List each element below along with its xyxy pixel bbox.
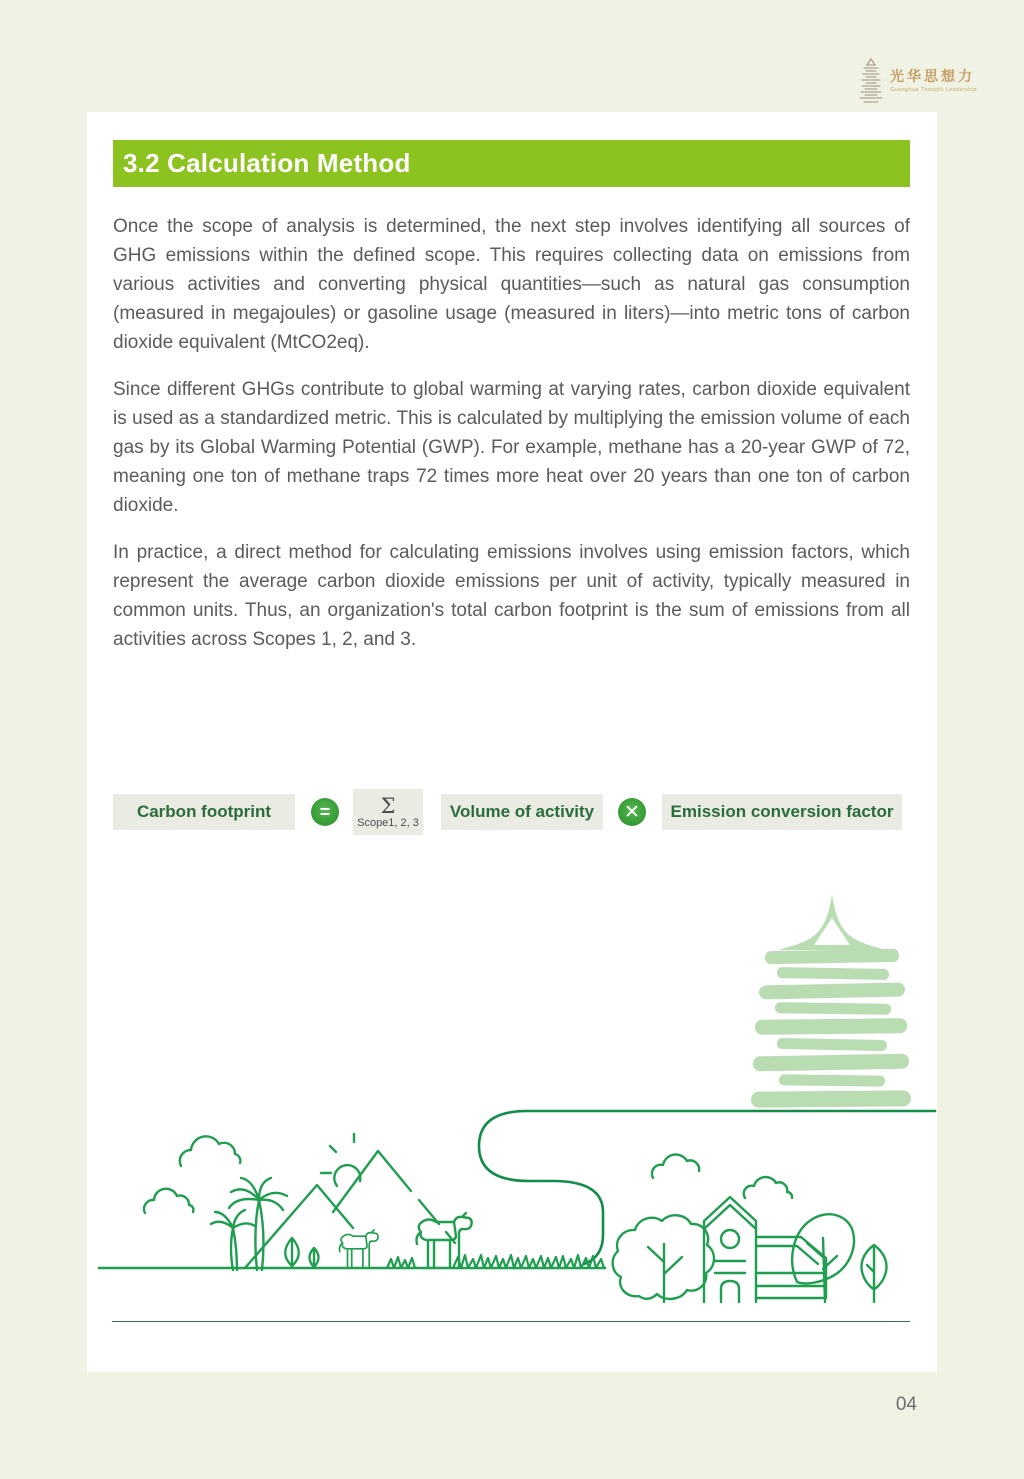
eco-illustration bbox=[87, 880, 937, 1310]
sigma-subscript: Scope1, 2, 3 bbox=[357, 817, 419, 829]
formula-sum-term bbox=[353, 789, 423, 835]
footer-divider bbox=[112, 1321, 910, 1322]
content-card bbox=[87, 112, 937, 1372]
equals-icon: = bbox=[311, 798, 339, 826]
pagoda-logo-icon bbox=[858, 58, 884, 106]
cloud-icon bbox=[144, 1136, 240, 1213]
logo-english-name: Guanghua Thought Leadership bbox=[890, 87, 977, 93]
section-header bbox=[113, 140, 910, 187]
logo bbox=[858, 58, 977, 106]
mountain-icon bbox=[245, 1151, 455, 1268]
page-number: 04 bbox=[895, 1394, 917, 1415]
small-leaf-tree-icon bbox=[861, 1245, 886, 1302]
bushy-tree-icon bbox=[613, 1215, 714, 1302]
formula-term-emission-conversion-factor: Emission conversion factor bbox=[662, 794, 902, 830]
formula-term-volume-of-activity: Volume of activity bbox=[441, 794, 603, 830]
leaf-tree-icon bbox=[792, 1214, 854, 1302]
pagoda-illustration bbox=[751, 894, 911, 1108]
small-tree-icon bbox=[285, 1238, 318, 1268]
section-title: 3.2 Calculation Method bbox=[123, 148, 411, 178]
paragraph-gwp: Since different GHGs contribute to global warming at varying rates, carbon dioxide equivalent is used as a standardized metric. This is calculated by multiplying the emission volume of each gas by its Global Warming Potential (GWP). For example, methane has a 20-year GWP of 72, meaning one ton of methane traps 72 times more heat over 20 years than one ton of carbon dioxide. bbox=[113, 379, 910, 516]
cloud-icon-right bbox=[652, 1155, 792, 1198]
palm-tree-icon bbox=[211, 1178, 287, 1270]
side-building-icon bbox=[756, 1237, 826, 1298]
formula-term-carbon-footprint: Carbon footprint bbox=[113, 794, 295, 830]
paragraph-emission-factors: In practice, a direct method for calculating emissions involves using emission factors, which represent the average carbon dioxide emissions per unit of activity, typically measured in common units. Thus, an organization's total carbon footprint is the sum of emissions from all activities across Scopes 1, 2, and 3. bbox=[113, 542, 910, 650]
sun-icon bbox=[321, 1134, 360, 1186]
paragraph-sources: Once the scope of analysis is determined, the next step involves identifying all sources of GHG emissions within the defined scope. This requires collecting data on emissions from various activities and converting physical quantities—such as natural gas consumption (measured in megajoules) or gasoline usage (measured in liters)—into metric tons of carbon dioxide equivalent (MtCO2eq). bbox=[113, 216, 910, 353]
multiply-icon: ✕ bbox=[618, 798, 646, 826]
body-text bbox=[113, 212, 910, 672]
grass-icon bbox=[387, 1255, 604, 1268]
formula-row bbox=[113, 788, 910, 836]
sigma-icon: Σ bbox=[380, 794, 396, 818]
logo-chinese-name: 光华思想力 bbox=[890, 69, 975, 85]
